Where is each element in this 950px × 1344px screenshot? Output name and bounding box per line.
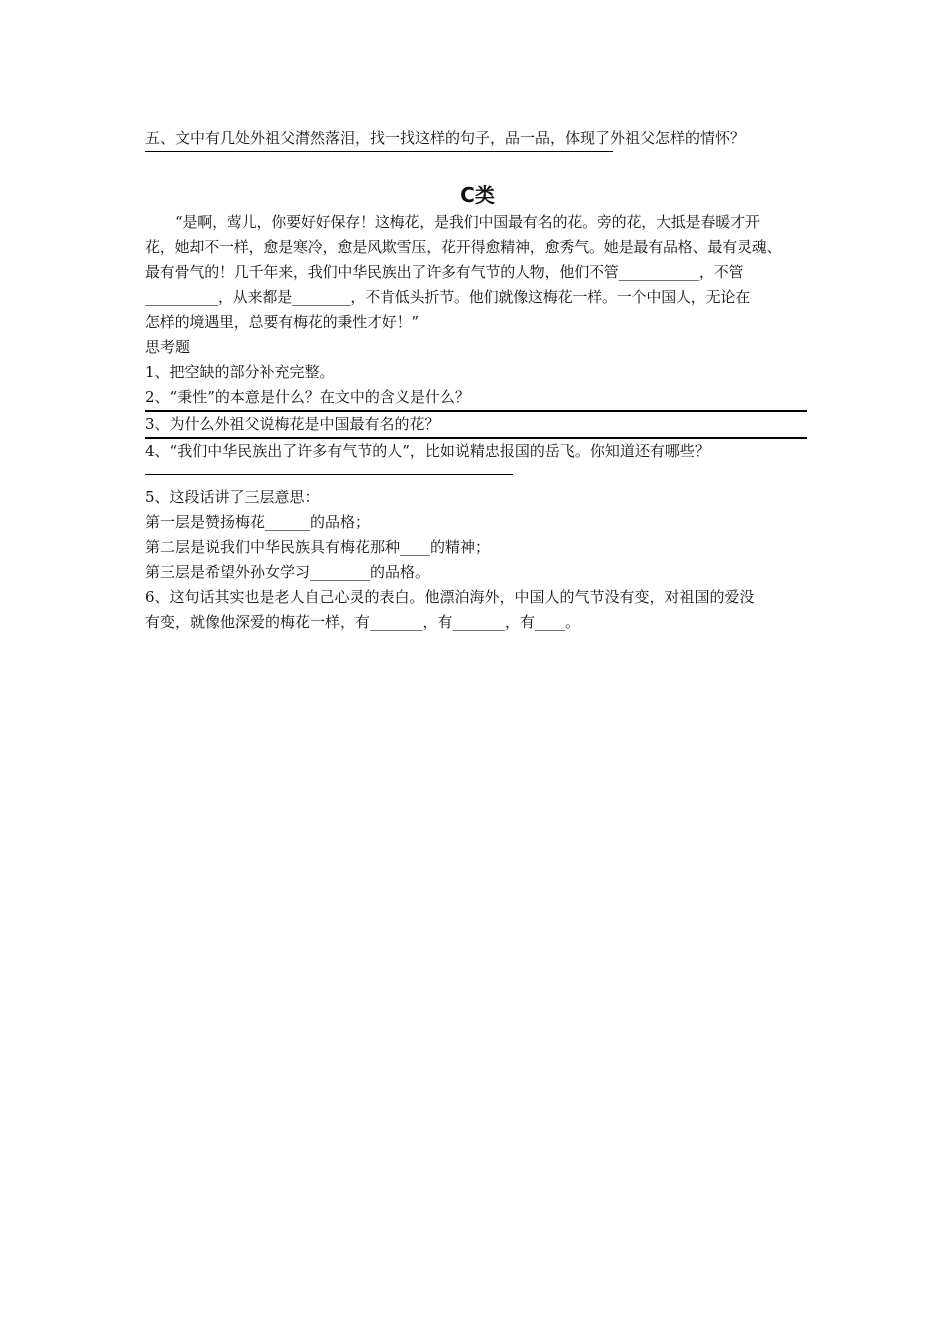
question-2: 2、“秉性”的本意是什么？在文中的含义是什么？ — [145, 388, 470, 406]
document-page — [145, 126, 810, 635]
question-5-layer-2: 第二层是说我们中华民族具有梅花那种____的精神； — [145, 538, 491, 556]
answer-line — [145, 474, 513, 475]
question-five: 五、文中有几处外祖父潸然落泪，找一找这样的句子，品一品，体现了外祖父怎样的情怀？ — [145, 129, 746, 147]
question-6-continued: 有变，就像他深爱的梅花一样，有_______，有_______，有____。 — [145, 613, 581, 631]
answer-line — [145, 151, 613, 152]
passage-line: 花，她却不一样，愈是寒冷，愈是风欺雪压，花开得愈精神，愈秀气。她是最有品格、最有灵魂、 — [145, 238, 782, 256]
question-3: 3、为什么外祖父说梅花是中国最有名的花？ — [145, 415, 440, 433]
question-5-layer-3: 第三层是希望外孙女学习________的品格。 — [145, 563, 431, 581]
passage-line: __________，从来都是________，不肯低头折节。他们就像这梅花一样。一个中国人，无论在 — [145, 288, 751, 306]
question-5-layer-1: 第一层是赞扬梅花______的品格； — [145, 513, 371, 531]
passage-line: 最有骨气的！几千年来，我们中华民族出了许多有气节的人物，他们不管___________，不管 — [145, 263, 744, 281]
passage — [145, 210, 810, 335]
questions-heading: 思考题 — [145, 338, 191, 356]
question-4: 4、“我们中华民族出了许多有气节的人”，比如说精忠报国的岳飞。你知道还有哪些？ — [145, 442, 710, 460]
question-1: 1、把空缺的部分补充完整。 — [145, 363, 335, 381]
passage-line: “是啊，莺儿，你要好好保存！这梅花，是我们中国最有名的花。旁的花，大抵是春暖才开 — [175, 213, 760, 231]
question-5: 5、这段话讲了三层意思： — [145, 488, 320, 506]
section-title: C类 — [460, 183, 495, 207]
passage-line: 怎样的境遇里，总要有梅花的秉性才好！” — [145, 313, 419, 331]
question-6: 6、这句话其实也是老人自己心灵的表白。他漂泊海外，中国人的气节没有变，对祖国的爱没 — [145, 588, 755, 606]
